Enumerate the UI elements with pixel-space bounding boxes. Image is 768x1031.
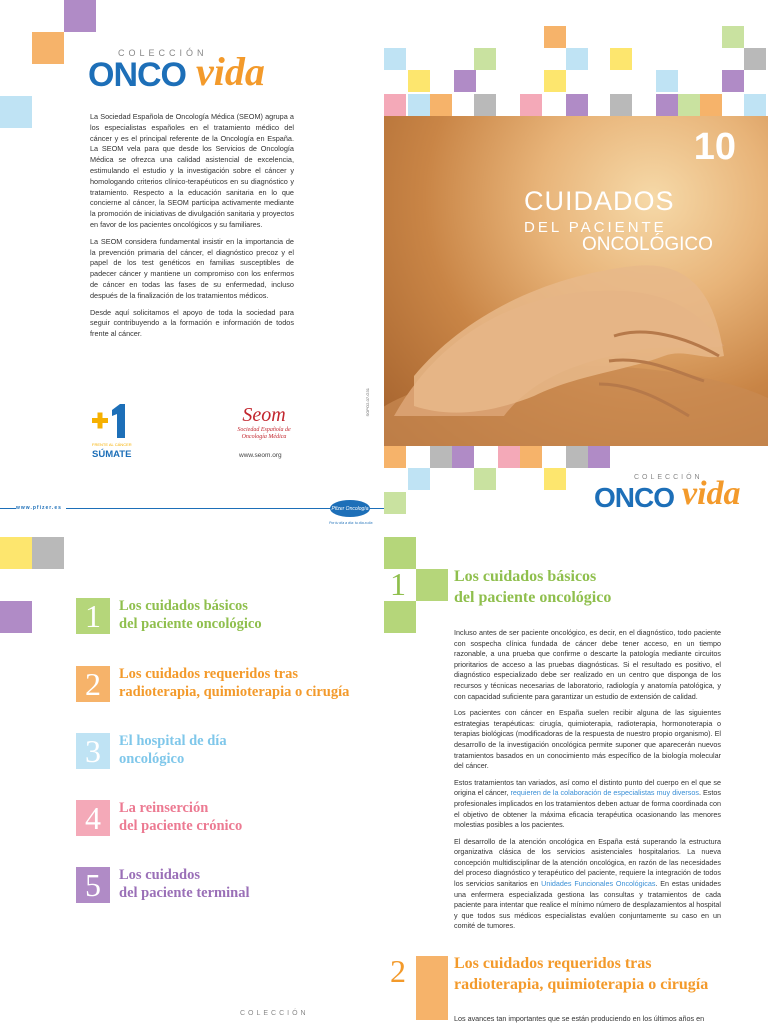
toc-title: Los cuidados del paciente terminal (119, 867, 250, 901)
toc-title: La reinserción del paciente crónico (119, 800, 243, 834)
body-paragraph: Incluso antes de ser paciente oncológico, es decir, en el diagnóstico, todo paciente con sospecha clínica fundada de cáncer debe tener acceso, en un tiempo razonable, a una prueba que confirme o descarte la patología mediante circuitos prioritarios de acceso a las pruebas diagnósticas. Si el resultado es positivo, el diagnóstico especializado debe ser realizado en un centro que disponga de los recursos y técnicas necesarias de laboratorio, radiología y anatomía patológica, y con capacidad suficiente para garantizar un estudio de extensión de calidad. (454, 628, 721, 701)
logo-onco: ONCO (594, 482, 674, 513)
toc-number: 1 (76, 598, 110, 634)
section-number: 2 (390, 953, 406, 989)
decor-square (544, 468, 566, 490)
decor-square (588, 446, 610, 468)
decor-square (0, 601, 32, 633)
decor-square (722, 26, 744, 48)
highlight-link: Unidades Funcionales Oncológicas (541, 879, 656, 889)
section-body (454, 1014, 721, 1031)
decor-square (430, 94, 452, 116)
decor-square (452, 446, 474, 468)
decor-square (384, 446, 406, 468)
decor-square (610, 48, 632, 70)
section-number: 1 (390, 566, 406, 602)
decor-square (544, 70, 566, 92)
oncovida-logo (88, 48, 308, 98)
decor-square (744, 94, 766, 116)
decor-square (656, 94, 678, 116)
decor-square (408, 70, 430, 92)
decor-square (544, 26, 566, 48)
decor-square (700, 94, 722, 116)
decor-square (566, 94, 588, 116)
sumate-frente: FRENTE AL CÁNCER (92, 442, 132, 447)
toc-title: El hospital de día oncológico (119, 733, 227, 767)
decor-square (566, 48, 588, 70)
highlight-link: requieren de la colaboración de especialistas muy diversos (510, 788, 699, 798)
section-body (454, 628, 721, 938)
logo-coleccion: COLECCIÓN (634, 474, 703, 481)
intro-text (90, 112, 294, 346)
logo-onco: ONCO (88, 56, 186, 94)
decor-square (384, 537, 416, 569)
pfizer-logo: Pfizer Oncología (330, 500, 370, 517)
toc-number: 2 (76, 666, 110, 702)
decor-square (454, 70, 476, 92)
cover-subtitle: DEL PACIENTE (524, 219, 667, 236)
collection-number: 10 (693, 126, 736, 168)
decor-square (384, 492, 406, 514)
toc-number: 3 (76, 733, 110, 769)
body-paragraph: Los pacientes con cáncer en España suelen recibir alguna de las siguientes estrategias terapéuticas: cirugía, quimioterapia, radioterapia, hormonoterapia o terapias biológicas (modificadoras de la respuesta de nuestro propio organismo). El desarrollo de la investigación oncológica permite suponer que aparecerán nuevos tratamientos basados en un conocimiento más específico de la biología molecular del cáncer. (454, 708, 721, 771)
decor-square (408, 468, 430, 490)
body-paragraph: Los avances tan importantes que se están produciendo en los últimos años en (454, 1014, 705, 1023)
cover-subtitle: ONCOLÓGICO (582, 234, 713, 255)
decor-square (520, 94, 542, 116)
decor-square (474, 48, 496, 70)
decor-square (416, 956, 448, 988)
intro-paragraph: La Sociedad Española de Oncología Médica (SEOM) agrupa a los especialistas españoles en el tratamiento médico del cáncer y es el principal referente de la Oncología en España. La SEOM vela para que desde los Servicios de Oncología Médica se ofrezca una calidad asistencial de excelencia, estimulando el estudio y la investigación sobre el cáncer y homologando criterios clínico-terapéuticos en su diagnóstico y tratamiento. Respecto a la educación sanitaria en lo que concierne al cáncer, la SEOM participa activamente mediante la promoción de iniciativas de divulgación sanitaria y proyectos en favor de los pacientes oncológicos y su familiares. (90, 112, 294, 229)
decor-square (32, 32, 64, 64)
section-title: Los cuidados requeridos tras radioterapia, quimioterapia o cirugía (454, 955, 709, 993)
body-paragraph: Estos tratamientos tan variados, así como el distinto punto del cuerpo en el que se origina el cáncer, requieren de la colaboración de especialistas muy diversos. Estos profesionales implicados en los tratamientos deben actuar de forma coordinada con el objetivo de obtener la máxima eficacia terapéutica ocasionando las menores molestias posibles a los pacientes. (454, 777, 721, 830)
decor-square (0, 537, 32, 569)
oncovida-logo (200, 1010, 370, 1030)
decor-square (416, 988, 448, 1020)
decor-square (384, 48, 406, 70)
logo-vida: vida (682, 475, 741, 512)
decor-square (678, 94, 700, 116)
seom-url[interactable]: www.seom.org (239, 452, 282, 459)
decor-square (722, 70, 744, 92)
product-code: SOPO2-07-G31 (365, 388, 370, 417)
decor-square (744, 48, 766, 70)
decor-square (656, 70, 678, 92)
seom-logo (236, 404, 292, 441)
decor-square (566, 446, 588, 468)
sumate-logo (92, 404, 132, 460)
decor-square (408, 94, 430, 116)
oncovida-logo (594, 474, 764, 520)
logo-coleccion: COLECCIÓN (240, 1010, 309, 1017)
logo-coleccion: COLECCIÓN (118, 48, 208, 58)
toc-number: 5 (76, 867, 110, 903)
decor-square (0, 96, 32, 128)
seom-mark: Seom (242, 404, 286, 426)
decor-square (64, 0, 96, 32)
section-title: Los cuidados básicos del paciente oncológico (454, 568, 612, 606)
decor-square (384, 601, 416, 633)
decor-square (430, 446, 452, 468)
seom-name: Sociedad Española de Oncología Médica (237, 427, 291, 440)
decor-square (416, 569, 448, 601)
decor-square (610, 94, 632, 116)
body-paragraph: El desarrollo de la atención oncológica en España está superando la estructura organizativa clásica de los servicios asistenciales hospitalarios. La nueva concepción multidisciplinar de la atención oncológica, en razón de las necesidades del proceso diagnóstico y terapéutico del paciente, requiere la integración de todos los servicios sanitarios en Unidades Funcionales Oncológicas. En estas unidades una enfermera especializada gestiona las consultas y tratamientos de cada paciente para intentar que realice el mínimo número de desplazamientos al hospital y que todos sus médicos especialistas evalúen conjuntamente su caso en un comité de tumores. (454, 836, 722, 931)
decor-square (498, 446, 520, 468)
toc-title: Los cuidados básicos del paciente oncológico (119, 598, 262, 632)
logo-vida: vida (196, 49, 265, 94)
decor-square (32, 537, 64, 569)
sumate-label: SÚMATE (92, 449, 132, 460)
cover-title: CUIDADOS (524, 186, 675, 216)
decor-square (520, 446, 542, 468)
pfizer-url[interactable]: www.pfizer.es (16, 505, 66, 511)
decor-square (474, 468, 496, 490)
decor-square (474, 94, 496, 116)
decor-square (384, 94, 406, 116)
intro-paragraph: Desde aquí solicitamos el apoyo de toda la sociedad para seguir contribuyendo a la formación e información de todos frente al cáncer. (90, 307, 294, 339)
pfizer-tagline: Por tu día a día: tu día a día (329, 521, 373, 525)
cover-photo (384, 116, 768, 446)
intro-paragraph: La SEOM considera fundamental insistir en la importancia de la prevención primaria del cáncer, el diagnóstico precoz y el papel de los test genéticos en familias susceptibles de padecer cáncer y mantiene un compromiso con los enfermos de cáncer en todas las fases de su enfermedad, incluso después de la finalización de los tratamientos médicos. (90, 236, 294, 300)
toc-title: Los cuidados requeridos tras radioterapia, quimioterapia o cirugía (119, 666, 350, 700)
toc-number: 4 (76, 800, 110, 836)
